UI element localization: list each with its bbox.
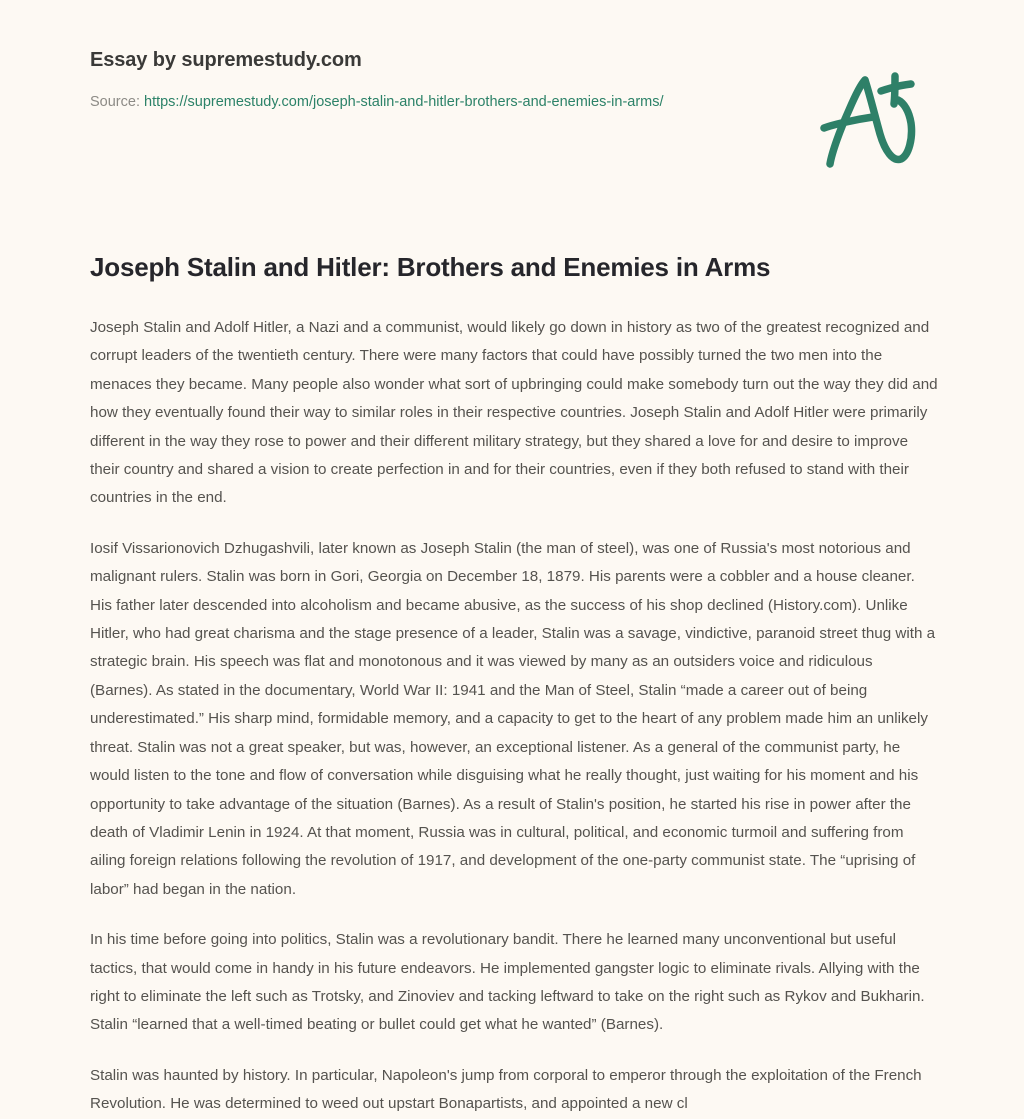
essay-attribution: Essay by supremestudy.com xyxy=(90,49,362,71)
a-plus-logo xyxy=(818,68,918,172)
paragraph: Joseph Stalin and Adolf Hitler, a Nazi and a communist, would likely go down in history as two of the greatest recognized and corrupt leaders of the twentieth century. There were many factors that could have possibly turned the two men into the menaces they became. Many people also wonder what sort of upbringing could make somebody turn out the way they did and how they eventually found their way to similar roles in their respective countries. Joseph Stalin and Adolf Hitler were primarily different in the way they rose to power and their different military strategy, but they shared a love for and desire to improve their country and shared a vision to create perfection in and for their countries, even if they both refused to stand with their countries in the end. xyxy=(90,319,938,507)
a-plus-icon xyxy=(818,68,918,172)
page-header xyxy=(90,46,790,114)
document-body xyxy=(90,250,938,1119)
paragraph: Stalin was haunted by history. In particular, Napoleon's jump from corporal to emperor through the exploitation of the French Revolution. He was determined to weed out upstart Bonapartists, and appointed a new cl xyxy=(90,1066,922,1113)
source-line xyxy=(90,90,740,114)
page-title: Joseph Stalin and Hitler: Brothers and Enemies in Arms xyxy=(90,252,771,282)
source-url-link[interactable]: https://supremestudy.com/joseph-stalin-and-hitler-brothers-and-enemies-in-arms/ xyxy=(144,94,664,110)
paragraph: Iosif Vissarionovich Dzhugashvili, later known as Joseph Stalin (the man of steel), was one of Russia's most notorious and malignant rulers. Stalin was born in Gori, Georgia on December 18, 1879. His parents were a cobbler and a house cleaner. His father later descended into alcoholism and became abusive, as the success of his shop declined (History.com). Unlike Hitler, who had great charisma and the stage presence of a leader, Stalin was a savage, vindictive, paranoid street thug with a strategic brain. His speech was flat and monotonous and it was viewed by many as an outsiders voice and ridiculous (Barnes). As stated in the documentary, World War II: 1941 and the Man of Steel, Stalin “made a career out of being underestimated.” His sharp mind, formidable memory, and a capacity to get to the heart of any problem made him an unlikely threat. Stalin was not a great speaker, but was, however, an exceptional listener. As a general of the communist party, he would listen to the tone and flow of conversation while disguising what he really thought, just waiting for his moment and his opportunity to take advantage of the situation (Barnes). As a result of Stalin's position, he started his rise in power after the death of Vladimir Lenin in 1924. At that moment, Russia was in cultural, political, and economic turmoil and suffering from ailing foreign relations following the revolution of 1917, and development of the one-party communist state. The “uprising of labor” had began in the nation. xyxy=(90,539,936,898)
source-label: Source: xyxy=(90,94,144,110)
paragraph: In his time before going into politics, Stalin was a revolutionary bandit. There he learned many unconventional but useful tactics, that would come in handy in his future endeavors. He implemented gangster logic to eliminate rivals. Allying with the right to eliminate the left such as Trotsky, and Zinoviev and tacking leftward to take on the right such as Rykov and Bukharin. Stalin “learned that a well-timed beating or bullet could get what he wanted” (Barnes). xyxy=(90,931,925,1034)
